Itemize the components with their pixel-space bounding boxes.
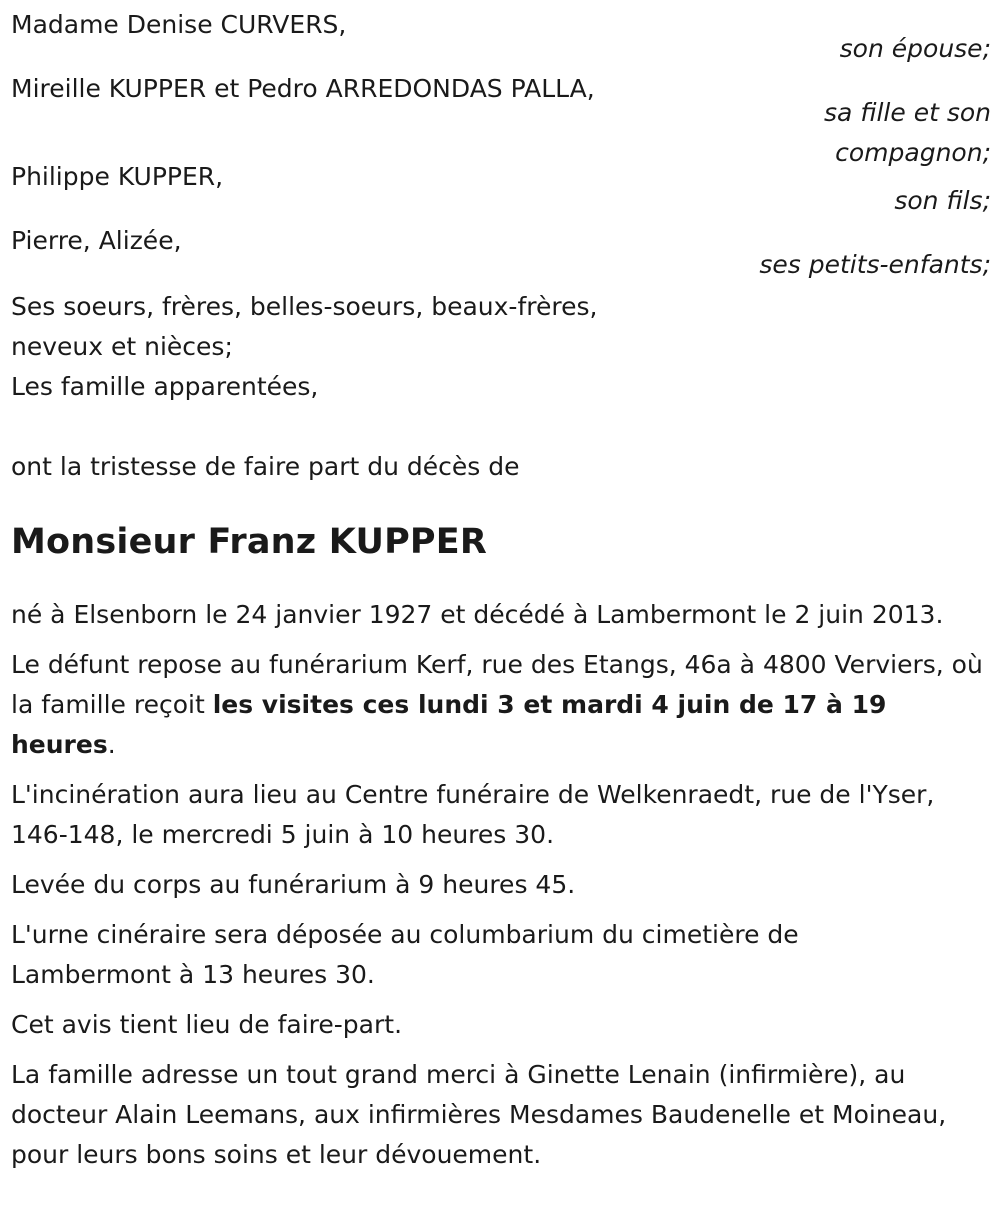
notice-paragraph: Cet avis tient lieu de faire-part. bbox=[11, 1010, 403, 1039]
family-member-name: Madame Denise CURVERS, bbox=[11, 10, 347, 39]
birth-death-paragraph: né à Elsenborn le 24 janvier 1927 et décédé à Lambermont le 2 juin 2013. bbox=[11, 600, 944, 629]
announcement-text: ont la tristesse de faire part du décès de bbox=[11, 452, 520, 481]
relatives-list bbox=[11, 287, 991, 407]
family-member-name: Philippe KUPPER, bbox=[11, 162, 224, 191]
visits-hours: les visites ces lundi 3 et mardi 4 juin de 17 à 19 heures bbox=[11, 690, 887, 759]
family-member-role: son épouse; bbox=[839, 34, 991, 63]
cremation-paragraph: L'incinération aura lieu au Centre funéraire de Welkenraedt, rue de l'Yser, 146-148, le mercredi 5 juin à 10 heures 30. bbox=[11, 780, 935, 849]
family-member-name: Mireille KUPPER et Pedro ARREDONDAS PALLA, bbox=[11, 74, 595, 103]
repose-paragraph bbox=[11, 645, 986, 765]
obituary-notice bbox=[11, 5, 991, 1185]
levee-paragraph: Levée du corps au funérarium à 9 heures 45. bbox=[11, 870, 576, 899]
repose-end: . bbox=[107, 730, 116, 759]
family-member-role-continued: compagnon; bbox=[835, 138, 991, 167]
deceased-name: Monsieur Franz KUPPER bbox=[11, 522, 488, 562]
repose-intro: Le défunt repose au funérarium Kerf, rue des Etangs, 46a à 4800 Verviers, où la famille reçoit bbox=[11, 650, 983, 719]
relatives-line: Ses soeurs, frères, belles-soeurs, beaux-frères, bbox=[11, 292, 598, 321]
family-member-spouse bbox=[11, 5, 991, 69]
family-member-role: sa fille et son bbox=[824, 98, 991, 127]
urn-paragraph: L'urne cinéraire sera déposée au columbarium du cimetière de Lambermont à 13 heures 30. bbox=[11, 920, 799, 989]
relatives-line: Les famille apparentées, bbox=[11, 372, 319, 401]
family-member-son bbox=[11, 157, 991, 221]
family-member-grandchildren bbox=[11, 221, 991, 285]
thanks-paragraph: La famille adresse un tout grand merci à Ginette Lenain (infirmière), au docteur Alain Leemans, aux infirmières Mesdames Baudenelle et Moineau, pour leurs bons soins et leur dévouement. bbox=[11, 1060, 947, 1169]
family-member-name: Pierre, Alizée, bbox=[11, 226, 182, 255]
relatives-line: neveux et nièces; bbox=[11, 332, 233, 361]
family-member-role: ses petits-enfants; bbox=[759, 250, 991, 279]
family-member-role: son fils; bbox=[894, 186, 991, 215]
